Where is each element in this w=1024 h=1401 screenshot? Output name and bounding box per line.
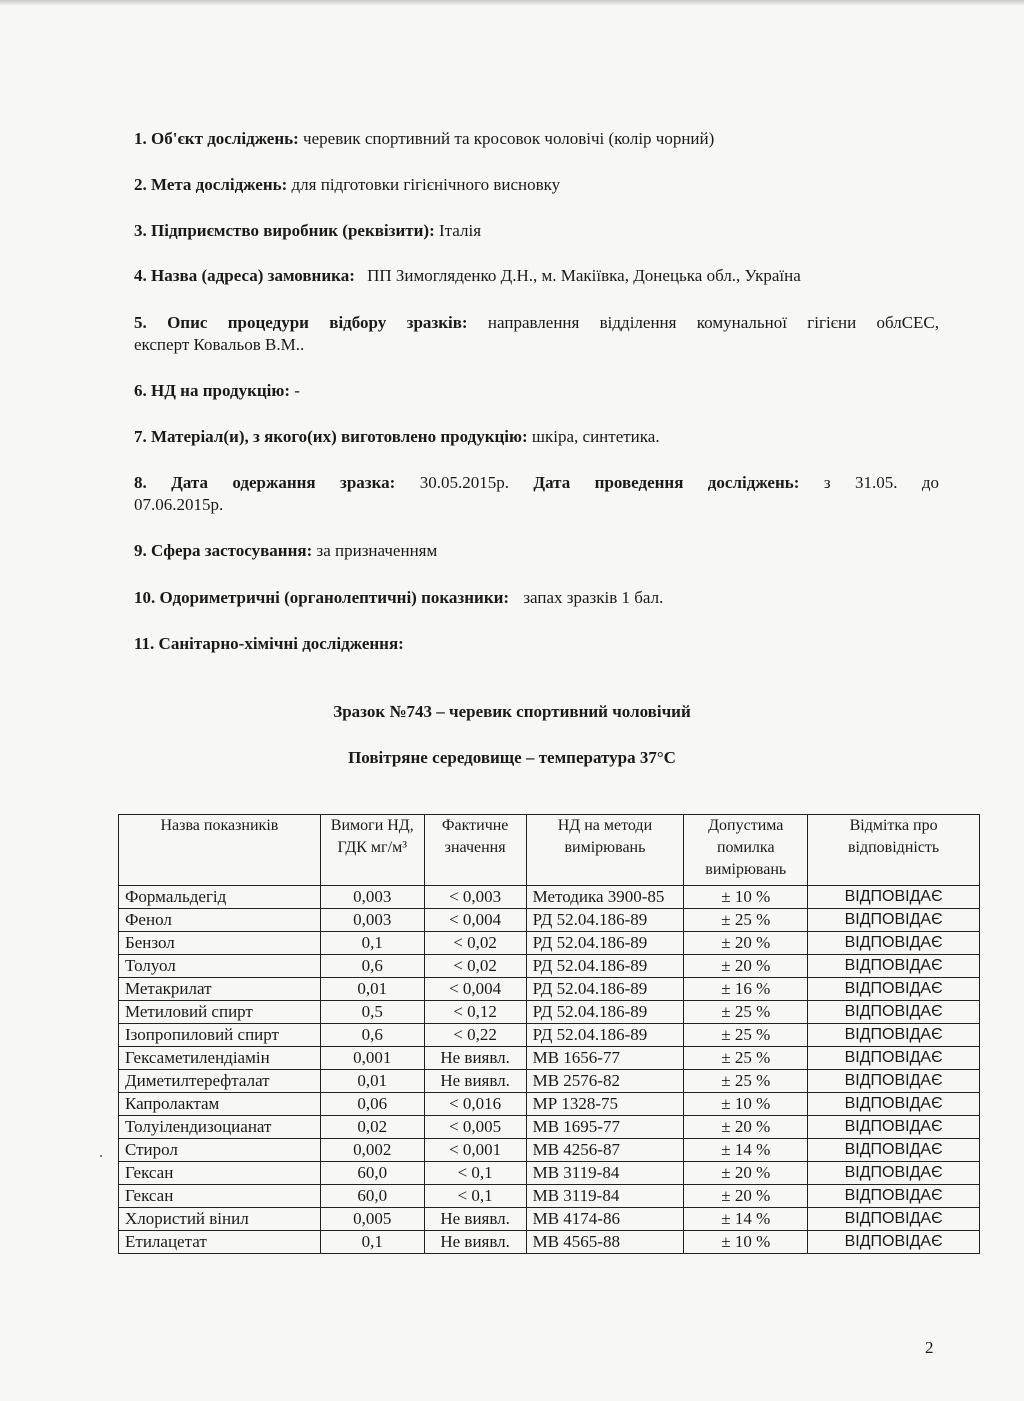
cell-error: ± 20 % — [684, 932, 808, 955]
cell-norm: 0,6 — [320, 955, 424, 978]
cell-name: Ізопропиловий спирт — [119, 1024, 321, 1047]
cell-norm: 0,01 — [320, 978, 424, 1001]
cell-actual: < 0,02 — [424, 955, 526, 978]
item-1-label: 1. Об'єкт досліджень: — [134, 129, 299, 148]
cell-norm: 0,6 — [320, 1024, 424, 1047]
cell-error: ± 20 % — [684, 1116, 808, 1139]
item-6-value: - — [294, 381, 300, 400]
table-row — [119, 1208, 980, 1231]
environment-title: Повітряне середовище – температура 37°С — [348, 748, 676, 767]
item-5-label: 5. Опис процедури відбору зразків: — [134, 313, 468, 332]
cell-name: Диметилтерефталат — [119, 1070, 321, 1093]
cell-actual: < 0,001 — [424, 1139, 526, 1162]
item-8-continuation — [134, 494, 223, 516]
item-2-value: для підготовки гігієнічного висновку — [291, 175, 561, 194]
table-row — [119, 1070, 980, 1093]
table-row — [119, 1024, 980, 1047]
scan-edge-shadow — [0, 0, 1024, 6]
table-row — [119, 955, 980, 978]
cell-actual: Не виявл. — [424, 1208, 526, 1231]
item-5-value-line2: експерт Ковальов В.М.. — [134, 335, 305, 354]
cell-compliance: ВІДПОВІДАЄ — [808, 1047, 980, 1070]
cell-method: МВ 3119-84 — [526, 1185, 684, 1208]
cell-actual: < 0,003 — [424, 886, 526, 909]
item-9 — [134, 540, 437, 562]
cell-method: МВ 1695-77 — [526, 1116, 684, 1139]
cell-compliance: ВІДПОВІДАЄ — [808, 955, 980, 978]
cell-name: Метиловий спирт — [119, 1001, 321, 1024]
cell-name: Капролактам — [119, 1093, 321, 1116]
item-9-value: за призначенням — [316, 541, 438, 560]
cell-norm: 0,003 — [320, 886, 424, 909]
cell-method: РД 52.04.186-89 — [526, 1001, 684, 1024]
cell-error: ± 25 % — [684, 909, 808, 932]
cell-error: ± 20 % — [684, 1185, 808, 1208]
cell-name: Фенол — [119, 909, 321, 932]
cell-method: МР 1328-75 — [526, 1093, 684, 1116]
item-7-label: 7. Матеріал(и), з якого(их) виготовлено продукцію: — [134, 427, 528, 446]
cell-compliance: ВІДПОВІДАЄ — [808, 1116, 980, 1139]
cell-compliance: ВІДПОВІДАЄ — [808, 1070, 980, 1093]
cell-method: РД 52.04.186-89 — [526, 909, 684, 932]
cell-actual: < 0,1 — [424, 1162, 526, 1185]
item-2-label: 2. Мета досліджень: — [134, 175, 288, 194]
item-8-label2: Дата проведення досліджень: — [533, 473, 800, 492]
cell-name: Толуол — [119, 955, 321, 978]
cell-compliance: ВІДПОВІДАЄ — [808, 1185, 980, 1208]
item-3-value: Італія — [439, 221, 482, 240]
cell-error: ± 20 % — [684, 1162, 808, 1185]
item-11 — [134, 633, 404, 655]
cell-compliance: ВІДПОВІДАЄ — [808, 1093, 980, 1116]
cell-actual: < 0,016 — [424, 1093, 526, 1116]
item-4-label: 4. Назва (адреса) замовника: — [134, 266, 355, 285]
cell-error: ± 16 % — [684, 978, 808, 1001]
cell-actual: < 0,22 — [424, 1024, 526, 1047]
cell-compliance: ВІДПОВІДАЄ — [808, 886, 980, 909]
item-3-label: 3. Підприємство виробник (реквізити): — [134, 221, 435, 240]
cell-actual: Не виявл. — [424, 1070, 526, 1093]
table-row — [119, 1139, 980, 1162]
cell-actual: < 0,004 — [424, 909, 526, 932]
cell-norm: 0,5 — [320, 1001, 424, 1024]
cell-name: Гексан — [119, 1162, 321, 1185]
cell-name: Етилацетат — [119, 1231, 321, 1254]
item-8-value3: 07.06.2015р. — [134, 495, 224, 514]
cell-name: Гексан — [119, 1185, 321, 1208]
cell-method: РД 52.04.186-89 — [526, 932, 684, 955]
cell-error: ± 14 % — [684, 1208, 808, 1231]
table-row — [119, 886, 980, 909]
cell-compliance: ВІДПОВІДАЄ — [808, 1231, 980, 1254]
table-body — [119, 886, 980, 1254]
item-10-value: запах зразків 1 бал. — [523, 588, 664, 607]
cell-name: Гексаметилендіамін — [119, 1047, 321, 1070]
item-9-label: 9. Сфера застосування: — [134, 541, 313, 560]
cell-name: Метакрилат — [119, 978, 321, 1001]
cell-method: МВ 4565-88 — [526, 1231, 684, 1254]
cell-error: ± 20 % — [684, 955, 808, 978]
cell-actual: < 0,1 — [424, 1185, 526, 1208]
cell-name: Стирол — [119, 1139, 321, 1162]
cell-error: ± 14 % — [684, 1139, 808, 1162]
table-row — [119, 978, 980, 1001]
cell-method: Методика 3900-85 — [526, 886, 684, 909]
item-1 — [134, 128, 714, 150]
cell-norm: 60,0 — [320, 1185, 424, 1208]
table-row — [119, 909, 980, 932]
cell-name: Формальдегід — [119, 886, 321, 909]
item-4 — [134, 265, 801, 287]
cell-norm: 60,0 — [320, 1162, 424, 1185]
cell-method: МВ 3119-84 — [526, 1162, 684, 1185]
table-row — [119, 932, 980, 955]
header-norm: Вимоги НД, ГДК мг/м³ — [320, 815, 424, 886]
item-8-label: 8. Дата одержання зразка: — [134, 473, 396, 492]
cell-norm: 0,001 — [320, 1047, 424, 1070]
item-1-value: черевик спортивний та кросовок чоловічі (колір чорний) — [303, 129, 715, 148]
cell-norm: 0,002 — [320, 1139, 424, 1162]
table-row — [119, 1093, 980, 1116]
cell-norm: 0,02 — [320, 1116, 424, 1139]
item-5-continuation — [134, 334, 304, 356]
cell-error: ± 10 % — [684, 886, 808, 909]
item-8-value: 30.05.2015р. — [419, 473, 509, 492]
cell-compliance: ВІДПОВІДАЄ — [808, 1162, 980, 1185]
cell-norm: 0,1 — [320, 932, 424, 955]
item-7 — [134, 426, 660, 448]
item-4-value: ПП Зимогляденко Д.Н., м. Макіївка, Донецька обл., Україна — [367, 266, 801, 285]
results-table — [118, 814, 980, 1254]
table-row — [119, 1047, 980, 1070]
cell-actual: Не виявл. — [424, 1047, 526, 1070]
item-8 — [134, 472, 939, 494]
cell-norm: 0,01 — [320, 1070, 424, 1093]
page-number: 2 — [925, 1338, 934, 1357]
table-row — [119, 1231, 980, 1254]
cell-method: МВ 2576-82 — [526, 1070, 684, 1093]
cell-actual: < 0,004 — [424, 978, 526, 1001]
item-10 — [134, 587, 663, 609]
cell-norm: 0,005 — [320, 1208, 424, 1231]
cell-error: ± 25 % — [684, 1047, 808, 1070]
cell-method: МВ 1656-77 — [526, 1047, 684, 1070]
table-row — [119, 1001, 980, 1024]
item-2 — [134, 174, 560, 196]
cell-error: ± 25 % — [684, 1070, 808, 1093]
cell-error: ± 25 % — [684, 1024, 808, 1047]
item-11-label: 11. Санітарно-хімічні дослідження: — [134, 634, 404, 653]
sample-title: Зразок №743 – черевик спортивний чоловічий — [333, 702, 691, 721]
table-row — [119, 1185, 980, 1208]
item-6-label: 6. НД на продукцію: — [134, 381, 291, 400]
cell-compliance: ВІДПОВІДАЄ — [808, 909, 980, 932]
cell-name: Бензол — [119, 932, 321, 955]
cell-compliance: ВІДПОВІДАЄ — [808, 932, 980, 955]
cell-actual: < 0,12 — [424, 1001, 526, 1024]
table-header-row — [119, 815, 980, 886]
item-5 — [134, 312, 939, 334]
header-compliance: Відмітка про відповідність — [808, 815, 980, 886]
cell-compliance: ВІДПОВІДАЄ — [808, 1024, 980, 1047]
item-10-label: 10. Одориметричні (органолептичні) показники: — [134, 588, 510, 607]
item-7-value: шкіра, синтетика. — [531, 427, 660, 446]
header-name: Назва показників — [119, 815, 321, 886]
item-3 — [134, 220, 481, 242]
cell-compliance: ВІДПОВІДАЄ — [808, 978, 980, 1001]
item-8-value2: з 31.05. до — [823, 473, 940, 492]
header-method: НД на методи вимірювань — [526, 815, 684, 886]
item-5-value: направлення відділення комунальної гігієни облСЕС, — [487, 313, 940, 332]
cell-norm: 0,003 — [320, 909, 424, 932]
table-row — [119, 1116, 980, 1139]
cell-error: ± 10 % — [684, 1231, 808, 1254]
cell-norm: 0,1 — [320, 1231, 424, 1254]
cell-actual: Не виявл. — [424, 1231, 526, 1254]
cell-method: РД 52.04.186-89 — [526, 978, 684, 1001]
cell-method: МВ 4174-86 — [526, 1208, 684, 1231]
cell-name: Хлористий вінил — [119, 1208, 321, 1231]
cell-compliance: ВІДПОВІДАЄ — [808, 1139, 980, 1162]
item-6 — [134, 380, 300, 402]
scan-speck — [100, 1155, 102, 1157]
cell-name: Толуілендизоцианат — [119, 1116, 321, 1139]
cell-compliance: ВІДПОВІДАЄ — [808, 1001, 980, 1024]
cell-error: ± 25 % — [684, 1001, 808, 1024]
cell-error: ± 10 % — [684, 1093, 808, 1116]
cell-actual: < 0,02 — [424, 932, 526, 955]
cell-actual: < 0,005 — [424, 1116, 526, 1139]
cell-method: РД 52.04.186-89 — [526, 1024, 684, 1047]
cell-method: РД 52.04.186-89 — [526, 955, 684, 978]
header-actual: Фактичне значення — [424, 815, 526, 886]
cell-norm: 0,06 — [320, 1093, 424, 1116]
cell-method: МВ 4256-87 — [526, 1139, 684, 1162]
cell-compliance: ВІДПОВІДАЄ — [808, 1208, 980, 1231]
header-error: Допустима помилка вимірювань — [684, 815, 808, 886]
table-row — [119, 1162, 980, 1185]
